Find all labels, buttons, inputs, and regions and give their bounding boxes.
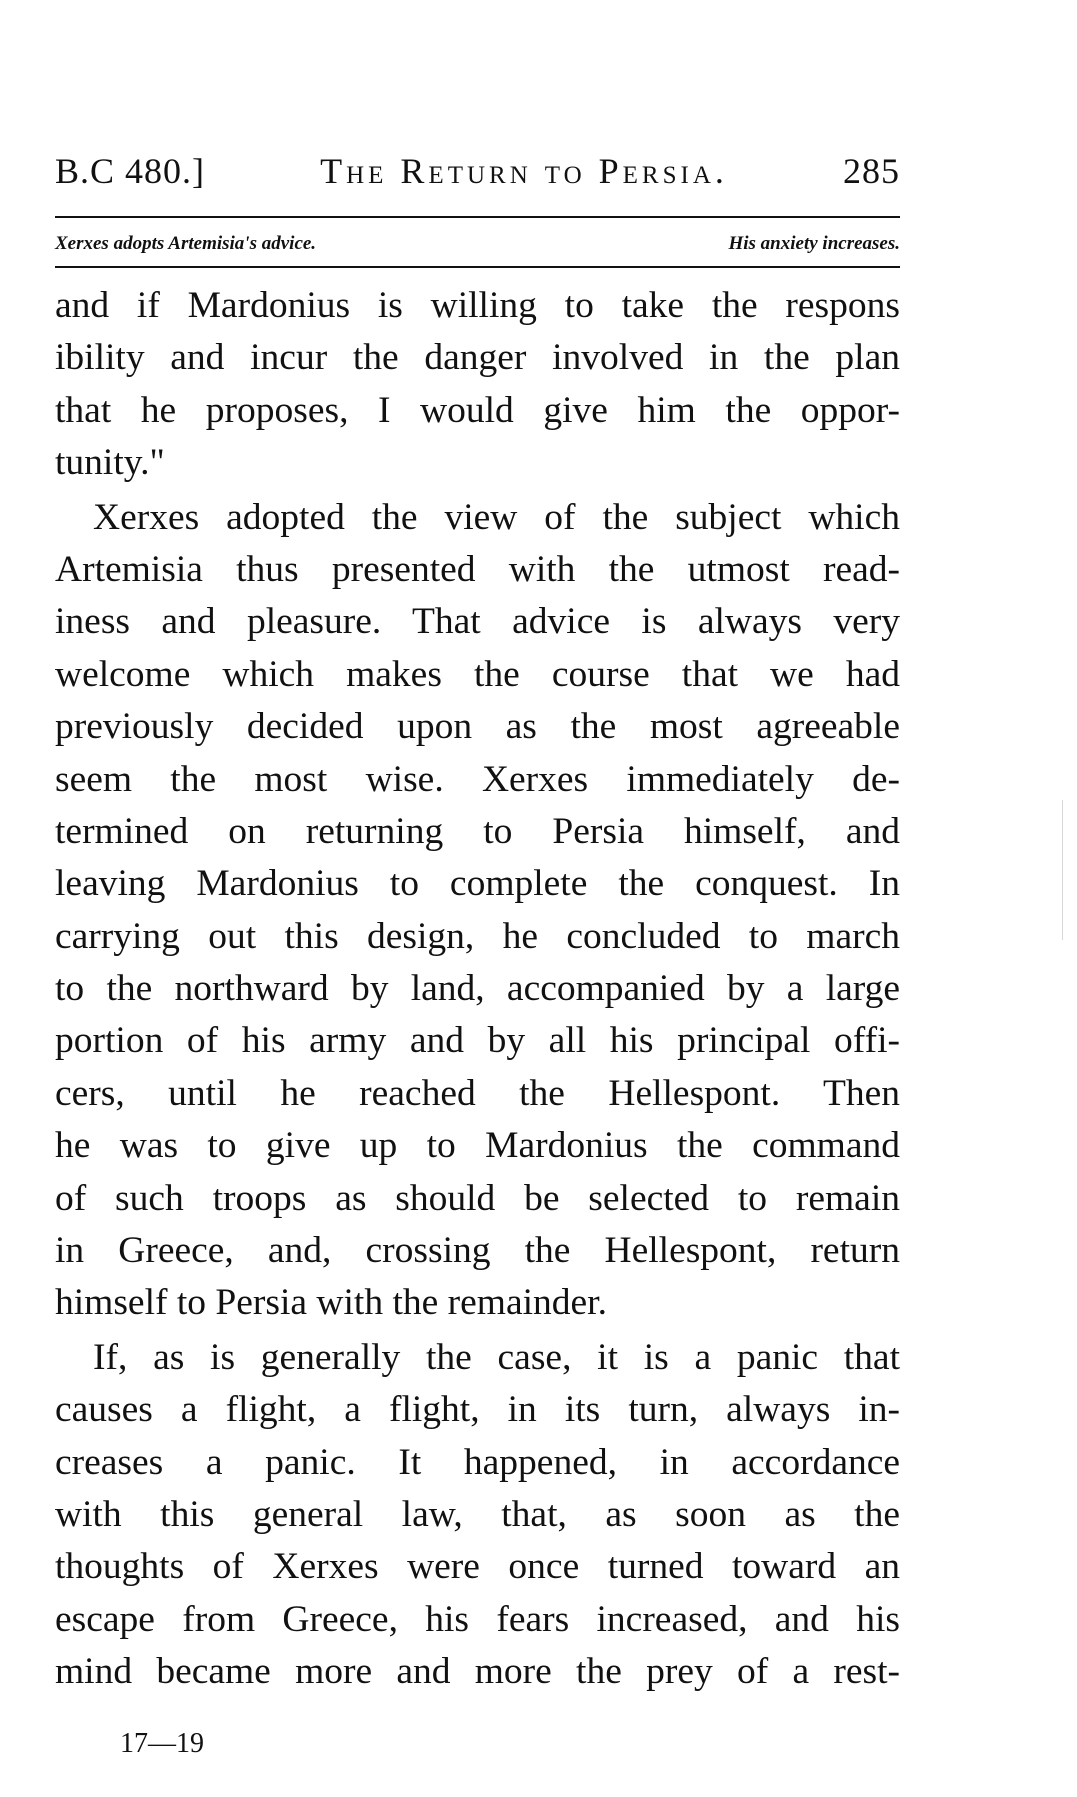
text-line: of such troops as should be selected to remain [55,1177,900,1219]
sidenote-right: His anxiety increases. [728,233,900,254]
text-line: seem the most wise. Xerxes immediately de- [55,758,900,800]
text-line: portion of his army and by all his principal offi- [55,1020,900,1062]
paragraph-xerxes-adopted [55,492,900,1330]
text-line: himself to Persia with the remainder. [55,1282,607,1324]
text-line: escape from Greece, his fears increased, and his [55,1598,900,1640]
text-line: Artemisia thus presented with the utmost read- [55,548,900,590]
body-text [55,280,900,1699]
text-line: iness and pleasure. That advice is always very [55,601,900,643]
text-line: he was to give up to Mardonius the command [55,1125,900,1167]
text-line: mind became more and more the prey of a rest- [55,1651,900,1693]
running-head [55,150,900,198]
text-line: Xerxes adopted the view of the subject which [93,496,900,538]
sidenote-bar [55,228,900,260]
scan-margin-line [1062,800,1063,940]
text-line: causes a flight, a flight, in its turn, always in- [55,1389,900,1431]
paragraph-panic [55,1332,900,1699]
text-line: leaving Mardonius to complete the conquest. In [55,863,900,905]
running-head-title: The Return to Persia. [320,151,728,191]
text-line: and if Mardonius is willing to take the respons [55,285,900,326]
text-line: carrying out this design, he concluded to march [55,915,900,957]
text-line: ibility and incur the danger involved in the plan [55,337,900,379]
text-line: If, as is generally the case, it is a panic that [93,1336,900,1378]
page-number: 285 [843,151,900,191]
text-line: with this general law, that, as soon as the [55,1493,900,1535]
header-rule-bottom [55,266,900,268]
text-line: termined on returning to Persia himself, and [55,810,900,852]
paragraph-continuation [55,280,900,490]
header-rule-top [55,216,900,218]
running-head-date: B.C 480.] [55,151,206,191]
text-line: welcome which makes the course that we had [55,653,900,695]
text-line: previously decided upon as the most agreeable [55,706,900,748]
sidenote-left: Xerxes adopts Artemisia's advice. [55,233,317,254]
text-line: in Greece, and, crossing the Hellespont, return [55,1230,900,1272]
text-line: thoughts of Xerxes were once turned toward an [55,1546,900,1588]
text-line: creases a panic. It happened, in accordance [55,1441,900,1483]
text-line: to the northward by land, accompanied by a large [55,968,900,1010]
signature-mark: 17—19 [120,1728,204,1759]
text-line: that he proposes, I would give him the oppor- [55,389,900,431]
text-line: tunity." [55,442,165,484]
text-line: cers, until he reached the Hellespont. Then [55,1072,900,1114]
